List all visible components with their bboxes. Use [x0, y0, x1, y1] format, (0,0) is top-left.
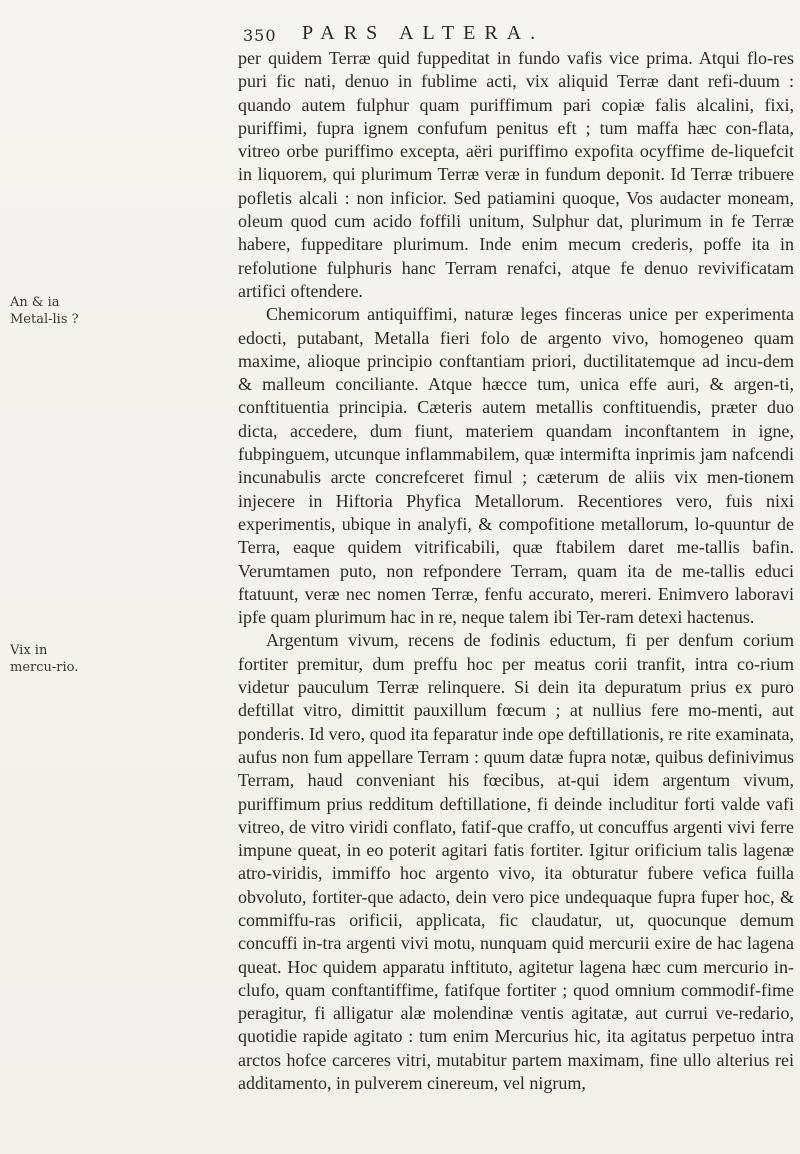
body-text	[238, 47, 794, 1095]
margin-note-metals: An & ia Metal-lis ?	[10, 295, 79, 327]
paragraph-metalla: Chemicorum antiquiffimi, naturæ leges finceras unice per experimenta edocti, putabant, Metalla fieri folo de argento vivo, homogeneo quam maxime, alioque principio conftantiam priori, ductilitatemque ad incu-dem & malleum conciliante. Atque hæcce tum, unica effe auri, & argen-ti, conftituentia principia. Cæteris autem metallis conftituendis, præter duo dicta, accedere, dum fiunt, materiem quandam inconftantem in igne, fubpinguem, utcunque inflammabilem, quæ intermifta inprimis jam nafcendi incunabulis arcte concrefceret fimul ; cæterum de aliis vix men-tionem injecere in Hiftoria Phyfica Metallorum. Recentiores vero, fuis nixi experimentis, ubique in analyfi, & compofitione metallorum, lo-quuntur de Terra, eaque quidem vitrificabili, quæ ftabilem daret me-tallis bafin. Verumtamen puto, non refpondere Terram, quam ita de me-tallis educi ftatuunt, veræ nec nomen Terræ, fenfu accurato, mereri. Enimvero laboravi ipfe quam plurimum hac in re, neque talem ibi Ter-ram detexi hactenus.	[238, 304, 794, 628]
running-title: PARS ALTERA.	[302, 22, 545, 44]
margin-note-mercury: Vix in mercu-rio.	[10, 643, 79, 675]
paragraph-argentum-vivum: Argentum vivum, recens de fodinis eductum, fi per denfum corium fortiter premitur, dum preffu hoc per meatus corii tranfit, intra co-rium videtur pauculum Terræ relinquere. Si dein ita depuratum prius ex puro deftillat vitro, dimittit pauxillum fœcum ; at nullius fere mo-menti, aut ponderis. Id vero, quod ita feparatur inde ope deftillationis, re rite examinata, aufus non fum appellare Terram : quum datæ fupra notæ, quibus definivimus Terram, haud conveniant his fœcibus, at-qui idem argentum vivum, puriffimum prius redditum deftillatione, fi deinde includitur forti valde vafi vitreo, de vitro viridi conflato, fatif-que craffo, ut concuffus argenti vivi ferre impune queat, in eo poterit agitari fatis fortiter. Igitur orificium talis lagenæ atro-viridis, immiffo hoc argento vivo, ita obturatur fubere vefica fuilla obvoluto, fortiter-que adacto, dein vero pice undequaque fupra fuper hoc, & commiffu-ras orificii, applicata, fic claudatur, ut, quocunque demum concuffi in-tra argenti vivi motu, nunquam quid mercurii exire de hac lagena queat. Hoc quidem apparatu inftituto, agitetur lagena hæc cum mercurio in-clufo, quam conftantiffime, fatifque fortiter ; quod omnium commodif-fime peragitur, fi alligatur alæ molendinæ ventis agitatæ, aut currui ve-redario, quotidie rapide agitato : tum enim Mercurius hic, ita agitatus perpetuo intra arctos hofce carceres vitri, mutabitur partem maximam, fine ullo alterius rei additamento, in pulverem cinereum, vel nigrum,	[238, 630, 794, 1094]
paragraph-terra-sulphur: per quidem Terræ quid fuppeditat in fundo vafis vice prima. Atqui flo-res puri fic nati, denuo in fublime acti, vix aliquid Terræ dant refi-duum : quando autem fulphur quam puriffimum pari copiæ falis alcalini, fixi, puriffimi, fupra ignem confufum penitus eft ; tum maffa hæc con-flata, vitreo orbe puriffimo excepta, aëri puriffimo expofita ocyffime de-liquefcit in liquorem, qui plurimum Terræ veræ in fundum deponit. Id Terræ tribuere pofletis alcali : non inficior. Sed patiamini quoque, Vos audacter moneam, oleum quod cum acido foffili unitum, Sulphur dat, plurimum in fe Terræ habere, fuppeditare plurimum. Inde enim mecum crederis, poffe ita in refolutione fulphuris hanc Terram renafci, atque fe denuo revivificatam artifici oftendere.	[238, 48, 794, 301]
page-number: 350	[243, 26, 277, 45]
